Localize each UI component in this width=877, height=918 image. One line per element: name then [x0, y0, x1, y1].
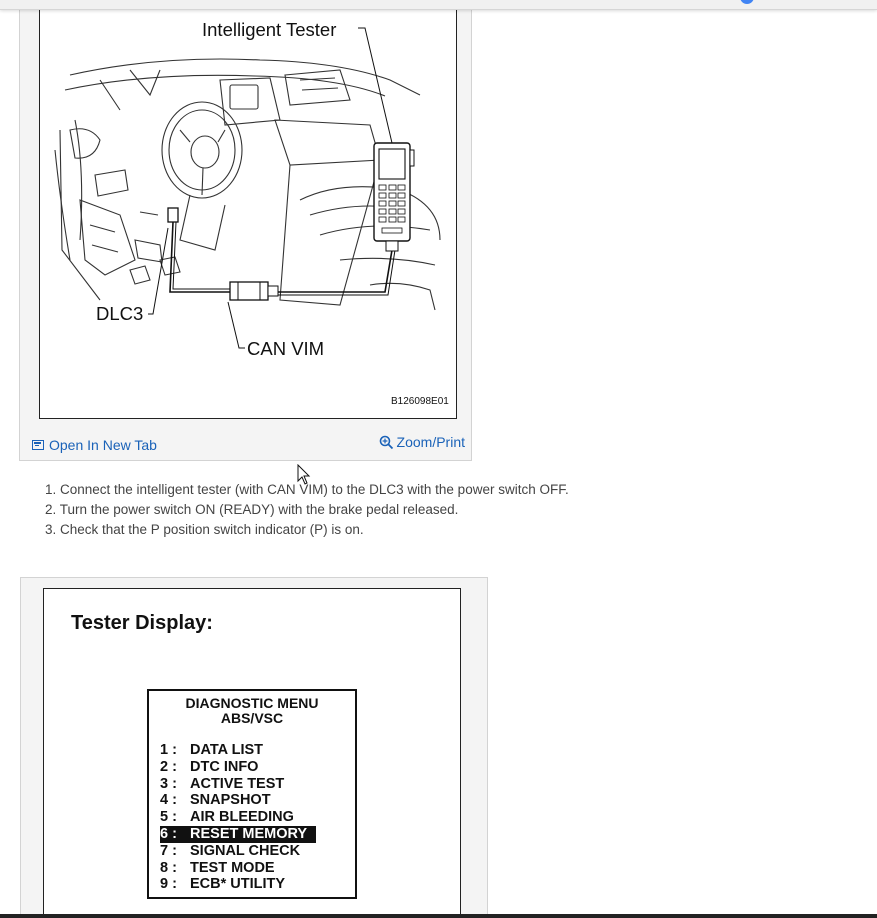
menu-item-active-test: 3 : ACTIVE TEST	[160, 775, 285, 792]
menu-item-dtc-info: 2 : DTC INFO	[160, 758, 259, 775]
menu-title	[149, 696, 355, 726]
figure-card-tester-display	[20, 577, 488, 918]
menu-item-air-bleeding: 5 : AIR BLEEDING	[160, 809, 294, 826]
menu-item-reset-memory: 6 : RESET MEMORY	[160, 826, 316, 843]
diagnostic-menu-box	[147, 689, 357, 899]
label-can-vim: CAN VIM	[247, 338, 325, 359]
menu-item-snapshot: 4 : SNAPSHOT	[160, 792, 271, 809]
new-tab-icon	[32, 440, 44, 450]
label-dlc3: DLC3	[96, 303, 144, 324]
browser-top-bar	[0, 0, 877, 10]
figure-card-connection	[19, 0, 472, 461]
figure-card-footer	[20, 431, 471, 460]
label-intelligent-tester: Intelligent Tester	[202, 19, 337, 40]
zoom-print-label: Zoom/Print	[396, 434, 465, 450]
tester-display-title: Tester Display:	[71, 612, 213, 634]
account-avatar-icon[interactable]	[740, 0, 754, 4]
zoom-print-link[interactable]	[379, 434, 465, 450]
procedure-steps	[45, 480, 569, 540]
menu-title-line2: ABS/VSC	[220, 710, 284, 726]
taskbar-edge	[0, 914, 877, 918]
menu-item-test-mode: 8 : TEST MODE	[160, 859, 275, 876]
tester-display-diagram	[43, 588, 461, 918]
menu-item-signal-check: 7 : SIGNAL CHECK	[160, 842, 301, 859]
menu-list	[160, 742, 355, 893]
open-in-new-tab-label: Open In New Tab	[49, 437, 157, 453]
step-2: 2. Turn the power switch ON (READY) with the brake pedal released.	[45, 502, 459, 517]
figure-code: B126098E01	[391, 396, 449, 407]
step-1: 1. Connect the intelligent tester (with CAN VIM) to the DLC3 with the power switch OFF.	[45, 482, 569, 497]
step-3: 3. Check that the P position switch indicator (P) is on.	[45, 522, 364, 537]
menu-item-ecb-utility: 9 : ECB* UTILITY	[160, 876, 286, 893]
menu-title-line1: DIAGNOSTIC MENU	[185, 695, 319, 711]
zoom-in-icon	[379, 435, 394, 450]
connection-diagram	[39, 0, 457, 419]
open-in-new-tab-link[interactable]	[32, 437, 157, 453]
menu-item-data-list: 1 : DATA LIST	[160, 742, 264, 758]
